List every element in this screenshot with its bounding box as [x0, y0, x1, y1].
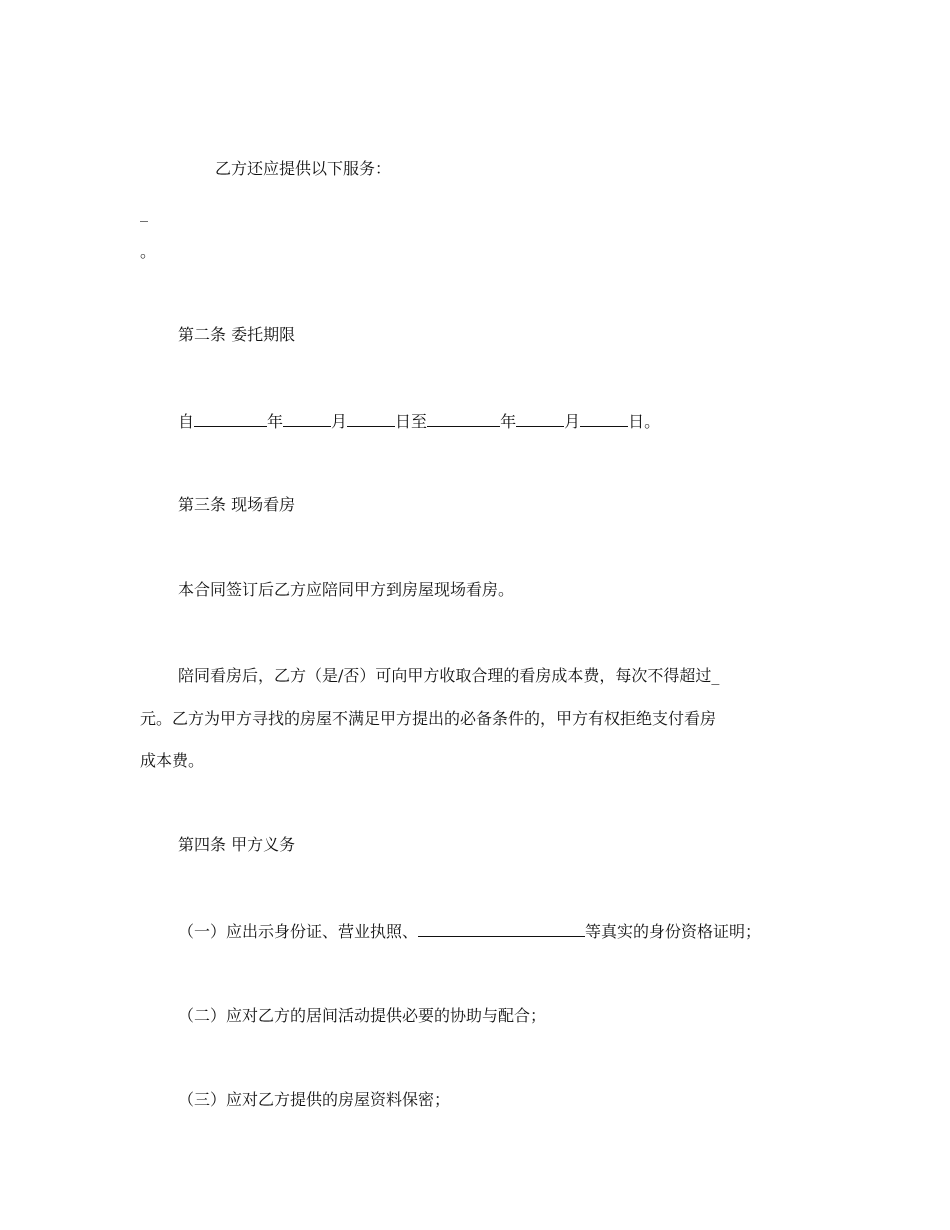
service-end-period: 。 [140, 242, 157, 261]
term-end-month-label: 月 [564, 412, 581, 431]
service-intro: 乙方还应提供以下服务： [215, 159, 392, 178]
item1-text-a: （一）应出示身份证、营业执照、 [178, 922, 419, 941]
end-year-blank [427, 411, 500, 427]
article3-paragraph2-line3: 成本费。 [140, 751, 205, 770]
article4-heading: 第四条 甲方义务 [178, 835, 296, 854]
article3-paragraph2-line1: 陪同看房后，乙方（是/否）可向甲方收取合理的看房成本费，每次不得超过_ [178, 666, 720, 685]
term-day-to-label: 日至 [395, 412, 428, 431]
end-month-blank [516, 411, 564, 427]
article3-paragraph1: 本合同签订后乙方应陪同甲方到房屋现场看房。 [178, 580, 515, 599]
start-month-blank [283, 411, 331, 427]
term-end-day-label: 日。 [628, 412, 661, 431]
end-day-blank [580, 411, 628, 427]
identity-document-blank [418, 921, 585, 937]
term-period-line [178, 411, 660, 432]
term-year-label: 年 [267, 412, 284, 431]
article4-item3: （三）应对乙方提供的房屋资料保密； [178, 1090, 451, 1109]
service-blank: _ [140, 203, 148, 222]
article4-item2: （二）应对乙方的居间活动提供必要的协助与配合； [178, 1006, 547, 1025]
article3-heading: 第三条 现场看房 [178, 495, 296, 514]
start-day-blank [347, 411, 395, 427]
term-end-year-label: 年 [500, 412, 517, 431]
item1-text-b: 等真实的身份资格证明； [585, 922, 762, 941]
term-from: 自 [178, 412, 195, 431]
term-month-label: 月 [331, 412, 348, 431]
start-year-blank [194, 411, 267, 427]
article2-heading: 第二条 委托期限 [178, 325, 296, 344]
article3-paragraph2-line2: 元。乙方为甲方寻找的房屋不满足甲方提出的必备条件的，甲方有权拒绝支付看房 [140, 709, 717, 728]
article4-item1 [178, 921, 761, 942]
